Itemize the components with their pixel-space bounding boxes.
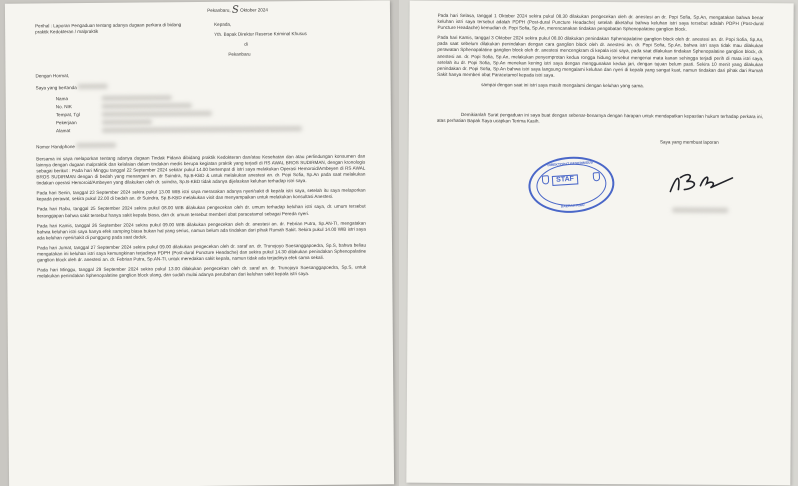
chronology-paragraph: Pada hari Rabu, tanggal 25 September 2024 sekira pukul 08.00 WIB dilakukan pengecekan oleh dr. umum terhadap keluhan istri saya, dr. umum tersebut beranggapan bahwa sakit tersebut hanya sakit kepala biasa, dan dr. umum tersebut memberi obat paracetamol sebagai Pereda nyeri. xyxy=(36,203,366,218)
intro-line xyxy=(36,81,365,91)
chronology-paragraph: Pada hari Senin, tanggal 23 September 2024 sekira pukul 13.00 WIB istri saya merasakan adanya nyeri/sakit di kepala istri saya, setelah itu saya melaporkan kepada perawat, sekira pukul 22.00 di bedah an. dr Suindra, Sp.B-KBD melakukan visit dan menyampaikan untuk melakukan konsultasi Anestesi. xyxy=(36,187,366,202)
redacted-value xyxy=(102,103,192,109)
field-label: Pekerjaan xyxy=(55,119,77,125)
letter-page-2 xyxy=(406,1,793,486)
redacted-signer-name xyxy=(672,208,728,213)
phone-line xyxy=(36,140,365,150)
date-month-year: Oktober 2024 xyxy=(240,7,268,13)
recipient-name: Yth. Bapak Direktur Reserse Kriminal Khusus xyxy=(214,31,307,38)
official-stamp xyxy=(527,154,616,215)
header-row xyxy=(35,21,364,64)
redacted-block xyxy=(78,83,108,88)
chronology-paragraph: Pada hari Kamis, tanggal 26 September 2024 sekira pukul 09.00 WIB dilakukan pengecekan oleh dr. anestesi an. dr. Febrian Putra, Sp.AN-TI, mengatakan bahwa keluhan istri saya hanya efek samping biasa bukan hal yang serius, namun belum ada tindakan dari pihak Rumah Sakit. Sekira pukul 14.00 WIB istri saya ada keluhan nyeri/sakit di punggung pada saat duduk. xyxy=(36,220,366,241)
stamp-center-text: STAF xyxy=(552,175,579,187)
field-label: No. NIK xyxy=(55,103,72,109)
redacted-value xyxy=(102,126,302,133)
identity-fields xyxy=(56,92,365,135)
redacted-phone xyxy=(76,142,116,147)
signature-area xyxy=(436,138,763,230)
closing-paragraph: Demikianlah Surat pengaduan ini saya buat dengan sebenar-benarnya dengan harapan untuk mendapatkan kepastian hukum terhadap perkara ini, atas perhatian Bapak Saya ucapkan Terima Kasih. xyxy=(436,112,763,124)
phone-label: Nomor Handphone xyxy=(36,143,75,150)
chronology-paragraph: Bersama ini saya melaporkan tentang adanya dugaan Tindak Pidana dibidang praktik Kedokteran dan/atau Kesehatan dan atau perlindungan konsumen dan lainnya dengan dugaan malpraktik dan kelalaian dalam tindakan medis berupa kegiatan praktik yang terjadi di RS AWAL BROS SUDIRMAN, dengan kronologis sebagai berikut : Pada hari Minggu tanggal 22 September 2024 sekitar pukul 14.00 bertempat di istri saya melakukan Operasi Hemoroid/Ambeyen di RS AWAL BROS SUDIRMAN dengan di bedah yang menangani an. dr Suindra, Sp.B-KBD & untuk melakukan anestesi an. dr. Popi Sofia, Sp.An pada saat melakukan tindakan operasi Hemoroid/Ambeyen yang dilakukan oleh dr. suindra, Sp.B-KBD tidak adanya dijelaskan keluhan terhadap istri saya. xyxy=(36,153,366,186)
redacted-value xyxy=(102,111,212,117)
handwritten-signature xyxy=(666,170,736,196)
signature-caption: Saya yang membuat laporan xyxy=(659,139,719,146)
letter-page-1 xyxy=(5,0,394,486)
field-label: Nama xyxy=(55,95,69,101)
chronology-paragraph: Pada hari Jumat, tanggal 27 September 2024 sekira pukul 09.00 dilakukan pengecekan oleh dr. saraf an. dr. Trunojoyo Soesanggapoedra, Sp.S, bahwa beliau mengatakan ini keluhan istri saya kemungkinan terjadinya PDPH (Post-dural Puncture Headache) dan sekira pukul 14.30 dilakukan penindakan Sphenopalatine ganglion block oleh dr. anestesi an. dr. Febrian Putra, Sp.AN-TI, untuk meredakan sakit kepala, namun tidak ada terjadinya efek sama sekali. xyxy=(37,242,367,263)
recipient-label: Kepada, xyxy=(214,21,232,27)
date-line xyxy=(35,4,364,16)
subject-line: Perihal : Laporan Pengaduan tentang adanya dugaan perkara di bidang praktik Kedokteran / malpraktik xyxy=(35,22,182,35)
identity-field-row xyxy=(56,124,365,135)
recipient-di: di xyxy=(244,41,248,47)
stamp-bottom-text: DAERAH RIAU xyxy=(560,203,585,209)
current-condition-line: sampai dengan saat ini istri saya masih mengalami dengan keluhan yang sama. xyxy=(481,82,645,89)
greeting: Dengan Hormat, xyxy=(35,73,70,79)
field-label: Alamat xyxy=(55,127,71,133)
chronology-paragraph: Pada hari Selasa, tanggal 1 Oktober 2024 sekira pukul 08.30 dilakukan pengecekan oleh dr. anestesi an dr. Popi Sofia, Sp.An, mengatakan bahwa benar keluhan istri saya tersebut adalah PDPH (Post-dural Puncture Headache) setelah diketahui bahwa keluhan istri saya tersebut adalah PDPH (Post-dural Puncture Headache) kemudian dr. Popi Sofia, Sp.An, merencanakan tindakan pengobatan Sphenopalatine ganglion block. xyxy=(437,12,764,32)
recipient-city: Pekanbaru xyxy=(228,51,251,58)
chronology-paragraph: Pada hari Minggu, tanggal 29 September 2024 sekira pukul 13.00 dilakukan pengecekan oleh dr. saraf an. dr. Trunojoyo Soesanggapoedra, Sp.S, untuk melakukan penindakan Sphenopalatine ganglion block ulang, dan sudah mulai adanya perubahan dari keluhan sakit kepala istri saya. xyxy=(37,264,367,279)
field-label: Tempat, Tgl xyxy=(55,111,80,117)
chronology-paragraph: Pada hari Kamis, tanggal 3 Oktober 2024 sekira pukul 08.00 dilakukan penindakan Sphenopalatine ganglion block oleh dr. anestesi an. dr. Popi Sofia, Sp.An, pada saat sebelum dilakukan penindakan dengan cara ganglion block oleh dr. anestesi an. dr. Popi Sofia, Sp.An, bahwa istri saya tidak mau dilakukan perawatan Sphenopalatine ganglion block oleh dr. anestesi mencengkram di kepala istri saya, pada saat dilakukan tindakan Sphenopalatine ganglion block, dr. anestesi an. dr. Popi Sofia, Sp.An, melakukan penyemprotan kedua rongga hidung tersebut mengenai mata kanan sehingga terjadi perih di mata istri saya, setelah itu dr. Popi Sofia, Sp.An menekan kening istri saya dengan menggunakan kedua jari, dengan tujuan belum pasti. Sekira 10 menit yang dilakukan penindakan dr. Popi Sofia, Sp.An bahwa istri saya langsung mengalami keluhan dan nyeri di kepala yang sangat kuat, namun tindakan dari pihak dari Rumah Sakit hanya memberi obat Paracetamol kepada istri saya. xyxy=(437,35,764,78)
date-handwritten-day: S xyxy=(231,4,239,16)
date-place: Pekanbaru, xyxy=(207,7,231,13)
redacted-value xyxy=(102,120,152,125)
intro-text: Saya yang bertanda xyxy=(35,84,77,90)
recipient-block xyxy=(214,21,364,63)
redacted-value xyxy=(102,95,172,101)
stamp-top-text: DIREKTORAT RESKRIMSUS xyxy=(547,160,593,168)
